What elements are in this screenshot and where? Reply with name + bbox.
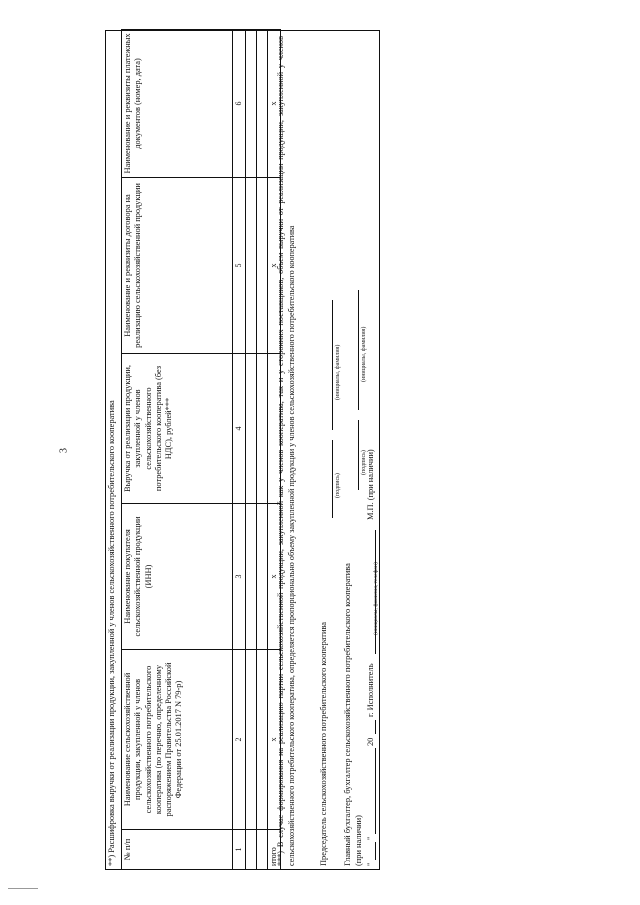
column-number: 1: [233, 830, 246, 870]
header-cell: Наименование и реквизиты договора на реализацию сельскохозяйственной продукции: [122, 178, 233, 354]
column-number: 6: [233, 30, 246, 178]
table-cell: [245, 830, 256, 870]
initials-hint: (инициалы, фамилия): [335, 344, 341, 400]
total-cell: x: [267, 30, 280, 178]
revenue-table: [121, 29, 281, 870]
signature-hint: (подпись): [335, 473, 341, 498]
table-row: [256, 30, 267, 870]
table-caption: **) Расшифровка выручки от реализации продукции, закупленной у членов сельскохозяйственного потребительского кооператива: [107, 400, 116, 866]
accountant-label-note: (при наличии): [354, 815, 363, 866]
chairman-signature-line: [332, 440, 333, 518]
signature-hint: (подпись): [361, 450, 367, 475]
accountant-label: Главный бухгалтер, бухгалтер сельскохозяйственного потребительского кооператива: [343, 563, 352, 866]
accountant-signature-line: [358, 420, 359, 490]
total-cell: x: [267, 650, 280, 830]
table-header-row: [122, 30, 233, 870]
initials-hint: (инициалы, фамилия): [361, 326, 367, 382]
total-label: итого: [267, 830, 280, 870]
table-cell: [245, 504, 256, 650]
document-sheet: [105, 30, 380, 870]
table-cell: [256, 178, 267, 354]
total-cell: x: [267, 504, 280, 650]
column-number: 4: [233, 354, 246, 504]
table-cell: [245, 178, 256, 354]
date-close-quote: ": [366, 836, 375, 840]
table-row: [245, 30, 256, 870]
column-number: 2: [233, 650, 246, 830]
date-day-line: [375, 842, 376, 860]
chairman-label: Председатель сельскохозяйственного потребительского кооператива: [319, 622, 328, 866]
date-year-line: [375, 720, 376, 734]
date-open-quote: ": [366, 862, 375, 866]
column-number: 5: [233, 178, 246, 354]
accountant-name-line: [358, 290, 359, 410]
table-cell: [256, 830, 267, 870]
executor-hint: (инициалы, фамилия, телефон): [373, 562, 379, 635]
footnote: ***) В случае формирования на реализацию партии сельскохозяйственной продукции, закупленной как у членов кооператива, так и у сторонних поставщиков, объем выручки от реализации продукции, закупленной у членов сельскохозяйственного потребительского кооператива, определяется пропорционально объему закупленной продукции у членов сельскохозяйственного потребительского кооператива: [276, 36, 296, 866]
table-cell: [245, 650, 256, 830]
column-number: 3: [233, 504, 246, 650]
table-cell: [256, 650, 267, 830]
page-number: 3: [58, 448, 70, 453]
total-cell: x: [267, 178, 280, 354]
date-month-line: [375, 748, 376, 834]
header-cell: Наименование сельскохозяйственной продукции, закупленной у членов сельскохозяйственного потребительского кооператива (по перечню, определенному распоряжением Правительства Российской Федерации от 25.01.2017 N 79-р): [122, 650, 233, 830]
date-year-prefix: 20: [366, 737, 375, 746]
column-number-row: [233, 30, 246, 870]
header-cell: Выручка от реализации продукции, закупленной у членов сельскохозяйственного потребительского кооператива (без НДС), рублей***: [122, 354, 233, 504]
header-cell: Наименование покупателя сельскохозяйственной продукции (ИНН): [122, 504, 233, 650]
header-cell: № п/п: [122, 830, 233, 870]
header-cell: Наименование и реквизиты платежных документов (номер, дата): [122, 30, 233, 178]
table-cell: [256, 504, 267, 650]
stamp-label: М.П. (при наличии): [366, 449, 375, 520]
table-cell: [245, 30, 256, 178]
table-cell: [256, 30, 267, 178]
executor-label: г. Исполнитель: [366, 663, 375, 717]
chairman-name-line: [332, 300, 333, 430]
table-cell: [256, 354, 267, 504]
footer-divider: [8, 888, 38, 889]
table-cell: [245, 354, 256, 504]
